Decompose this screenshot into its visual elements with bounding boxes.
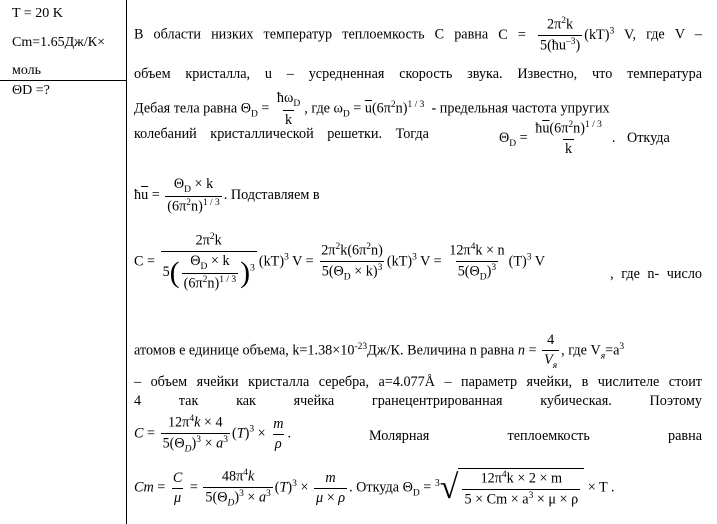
solution-line-8: – объем ячейки кристалла серебра, a=4.077Å – параметр ячейки, в числителе стоит: [134, 374, 702, 390]
given-molar-unit: моль: [12, 63, 42, 78]
solution-line-2: объем кристалла, u – усредненная скорость звука. Известно, что температура: [134, 66, 702, 82]
formula-heat-capacity: C = $\frac{2\pi^2k}{5(ħu^{-3})}$ (kT)$^3$ V: [498, 16, 633, 54]
solution-line-9: 4 так как ячейка гранецентрированная кубическая. Поэтому: [134, 393, 702, 409]
solution-line-3: Дебая тела равна $\Theta_D$ = $ħ\omega_D$ k , где $\omega_D = \overline{u}(6\pi^2n)^{1 / 3}$ - предельная частота упругих: [134, 90, 610, 128]
solution-line-11: Cm = $\frac{C}{\mu}$ = $\frac{48\pi^4k}{5(\Theta_D)^3 \times a^3}$ $(T)^3$ × $\frac{m}{\mu \times \rho}$ . Откуда $\Theta_D = ^3√$ $\frac{12\pi^4k \times 2 \times m}{5 \times Cm \times a^3 \times \mu \times \rho}$ × T .: [134, 468, 615, 509]
solution-line-10: C = $\frac{12\pi^4k \times 4}{5(\Theta_D)^3 \times a^3}$ $(T)^3$ × $\frac{m}{\rho}$ . Молярная теплоемкость равна: [134, 414, 702, 455]
given-temperature: T = 20 K: [12, 6, 63, 21]
given-molar-heat-capacity: Cm=1.65Дж/К×: [12, 35, 105, 50]
solution-line-6: C = $2\pi^2k$ 5( $\frac{\Theta_D \times k}{(6\pi^2n)^{1 / 3}}$ )$^3$ (kT)$^3$ V = $\frac{2\pi^2k(6\pi^2n)}{5(\Theta_D \times k)^3}$ (kT)$^3$ V = $\frac{12\pi^4k \times n}{5(\Theta_D)^3}$ $(T)^3$ V , где n- число: [134, 232, 702, 292]
solution-line-7: атомов е единице объема, $k=1.38\times 10^{-23}Дж/К$. Величина n равна n = 4 $V_я$ , где $V_я=a^3$: [134, 332, 625, 371]
column-divider: [126, 0, 127, 524]
solution-line-5: $ħ\overline{u}$ = $\frac{\Theta_D \times k}{(6\pi^2n)^{1 / 3}}$ . Подставляем в: [134, 176, 320, 215]
given-unknown: ΘD =?: [12, 83, 50, 98]
solution-line-1: В области низких температур теплоемкость C равна C = $\frac{2\pi^2k}{5(ħu^{-3})}$ (kT)$^3$ V, где V –: [134, 16, 703, 54]
given-separator: [0, 80, 126, 81]
solution-line-4: колебаний кристаллической решетки. Тогда $\Theta_D$ = $\frac{ħ\overline{u}(6\pi^2n)^{1 / 3}}{k}$ . Откуда: [134, 120, 670, 157]
